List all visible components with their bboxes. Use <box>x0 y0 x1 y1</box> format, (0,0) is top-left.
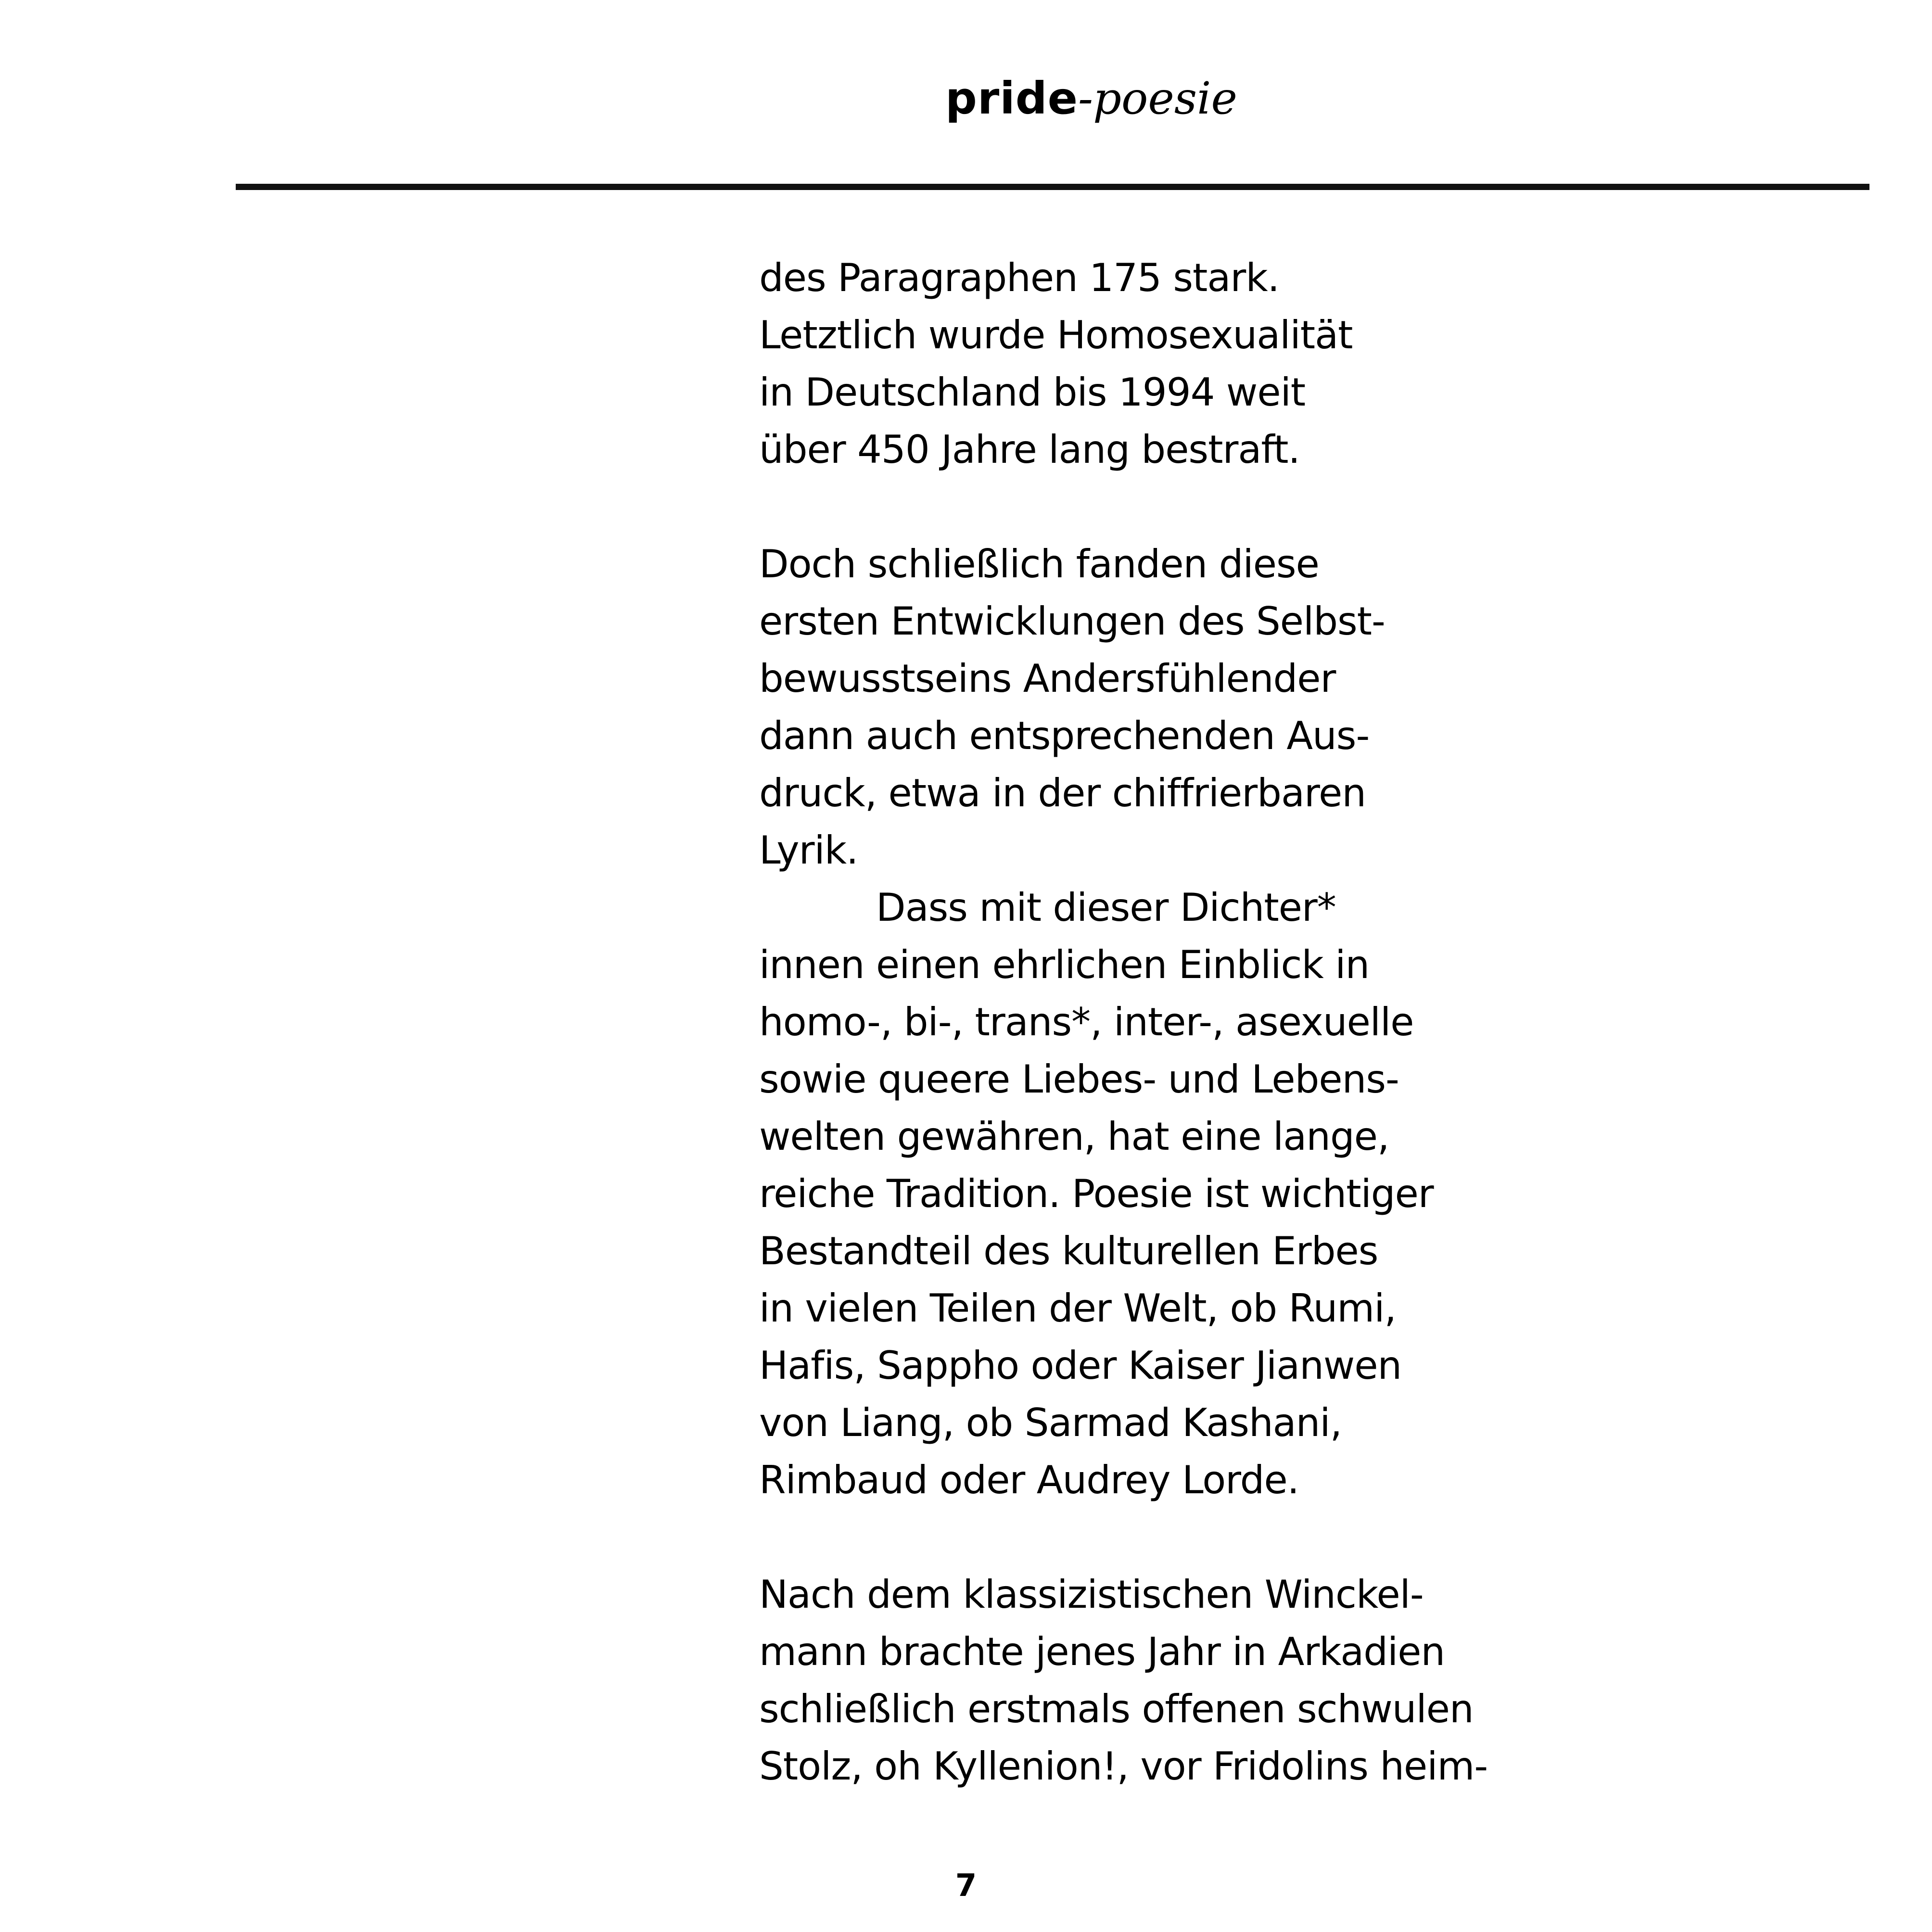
text-line: Hafis, Sappho oder Kaiser Jianwen <box>759 1343 1402 1388</box>
text-line: innen einen ehrlichen Einblick in <box>759 942 1370 987</box>
brand-script-text: -poesie <box>1078 73 1237 124</box>
text-line: bewusstseins Andersfühlender <box>759 656 1336 701</box>
text-line: homo-, bi-, trans*, inter-, asexuelle <box>759 1000 1414 1044</box>
text-line: druck, etwa in der chiffrierbaren <box>759 771 1366 815</box>
text-line: schließlich erstmals offenen schwulen <box>759 1687 1474 1731</box>
brand-bold-text: pride <box>945 73 1079 124</box>
text-line: Stolz, oh Kyllenion!, vor Fridolins heim- <box>759 1744 1488 1789</box>
text-line: in Deutschland bis 1994 weit <box>759 370 1306 415</box>
indented-text-line: Dass mit dieser Dichter* <box>876 885 1336 930</box>
page-number: 7 <box>955 1868 977 1904</box>
text-line: in vielen Teilen der Welt, ob Rumi, <box>759 1286 1396 1331</box>
text-line: Letztlich wurde Homosexualität <box>759 313 1353 357</box>
text-line: Bestandteil des kulturellen Erbes <box>759 1229 1378 1273</box>
text-line: Lyrik. <box>759 828 858 873</box>
text-line: sowie queere Liebes- und Lebens- <box>759 1057 1399 1102</box>
text-line: mann brachte jenes Jahr in Arkadien <box>759 1629 1445 1674</box>
body-text <box>759 249 1577 1795</box>
text-line: Doch schließlich fanden diese <box>759 542 1319 586</box>
text-line: ersten Entwicklungen des Selbst- <box>759 599 1385 644</box>
text-line: über 450 Jahre lang bestraft. <box>759 427 1300 472</box>
paragraph-gap <box>759 478 1577 535</box>
page-header <box>0 63 1932 135</box>
header-divider <box>236 184 1869 190</box>
brand-title <box>945 63 1237 147</box>
text-line: welten gewähren, hat eine lange, <box>759 1114 1389 1159</box>
text-line: Nach dem klassizistischen Winckel- <box>759 1572 1424 1617</box>
text-line: dann auch entsprechenden Aus- <box>759 713 1370 758</box>
text-line: reiche Tradition. Poesie ist wichtiger <box>759 1171 1434 1216</box>
text-line: des Paragraphen 175 stark. <box>759 255 1280 300</box>
text-line: Rimbaud oder Audrey Lorde. <box>759 1458 1299 1502</box>
paragraph-gap <box>759 1509 1577 1566</box>
text-line: von Liang, ob Sarmad Kashani, <box>759 1400 1342 1445</box>
